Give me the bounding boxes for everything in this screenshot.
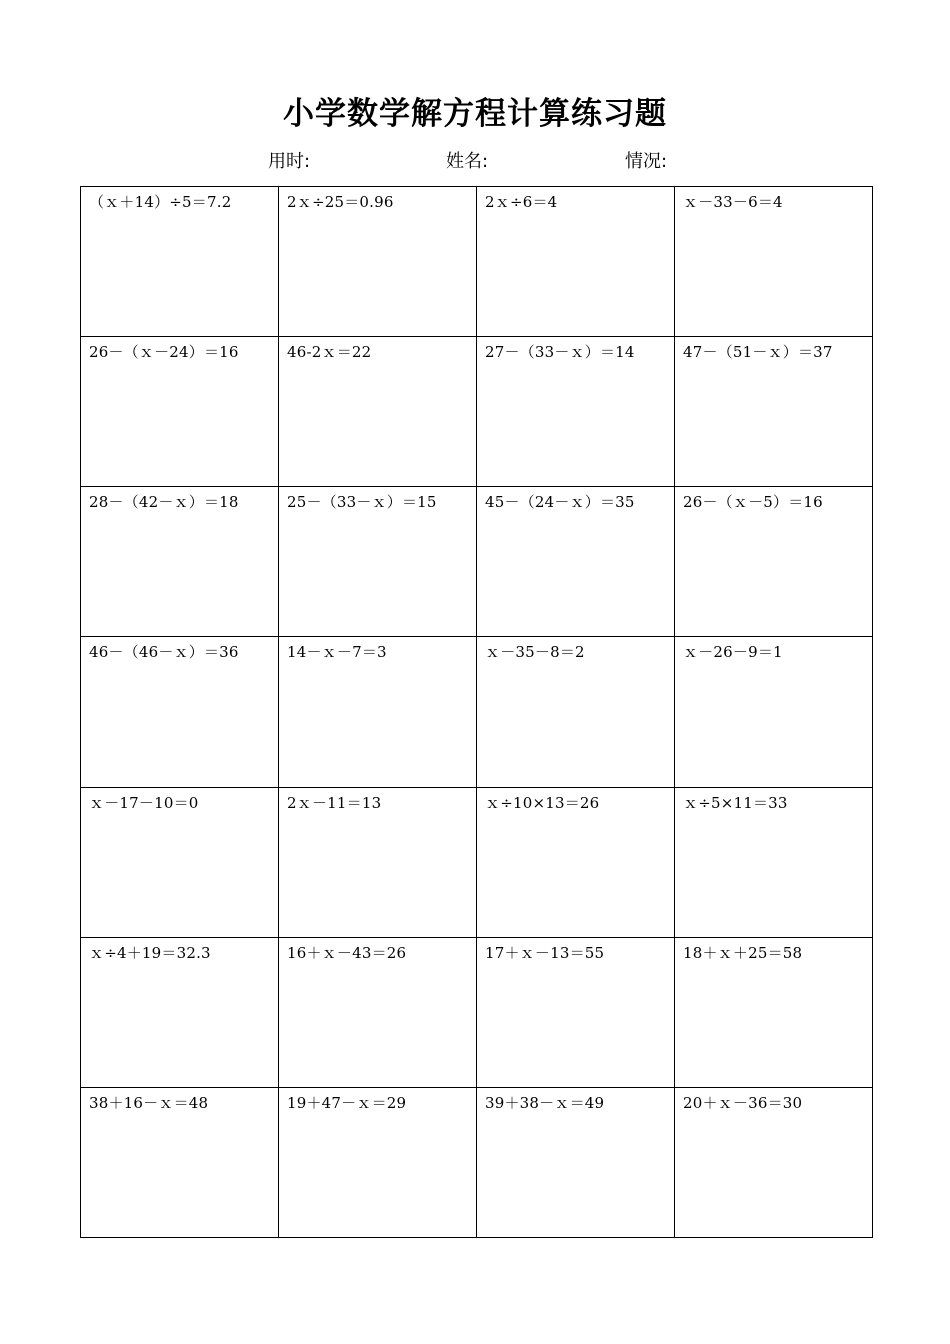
- equation-text: 26－（ｘ－24）＝16: [89, 343, 239, 362]
- problem-row: [81, 337, 873, 487]
- problem-cell: [477, 487, 675, 637]
- equation-text: ｘ－33－6＝4: [683, 193, 783, 211]
- equation-text: 18＋ｘ＋25＝58: [683, 943, 803, 962]
- equation-text: ｘ－26－9＝1: [683, 643, 783, 662]
- equation-text: 45－（24－ｘ）＝35: [485, 493, 635, 512]
- equation-text: ｘ÷5×11＝33: [683, 793, 788, 812]
- problem-cell: [675, 337, 873, 487]
- problem-cell: [477, 637, 675, 787]
- problem-cell: [81, 1087, 279, 1237]
- problem-cell: [675, 487, 873, 637]
- equation-text: 26－（ｘ－5）＝16: [683, 493, 823, 512]
- equation-text: 46-2ｘ＝22: [287, 343, 372, 362]
- problem-cell: [81, 787, 279, 937]
- problem-cell: [279, 637, 477, 787]
- problem-row: [81, 637, 873, 787]
- equation-text: 17＋ｘ－13＝55: [485, 943, 605, 962]
- name-label: 姓名:: [446, 151, 489, 172]
- equation-text: ｘ－17－10＝0: [89, 793, 199, 812]
- problem-cell: [279, 487, 477, 637]
- problem-row: [81, 487, 873, 637]
- equation-text: 39＋38－ｘ＝49: [485, 1093, 605, 1112]
- status-label: 情况:: [625, 151, 668, 172]
- problem-cell: [81, 937, 279, 1087]
- problem-cell: [477, 1087, 675, 1237]
- equation-text: （ｘ＋14）÷5＝7.2: [89, 193, 232, 211]
- equation-text: ｘ÷10×13＝26: [485, 793, 600, 812]
- equation-text: ｘ÷4＋19＝32.3: [89, 943, 211, 962]
- problem-row: [81, 187, 873, 337]
- equation-text: 19＋47－ｘ＝29: [287, 1093, 407, 1112]
- problem-cell: [279, 787, 477, 937]
- problem-cell: [81, 337, 279, 487]
- problem-cell: [477, 337, 675, 487]
- equation-text: 16＋ｘ－43＝26: [287, 943, 407, 962]
- equation-text: 25－（33－ｘ）＝15: [287, 493, 437, 512]
- problem-cell: [477, 937, 675, 1087]
- equation-text: 28－（42－ｘ）＝18: [89, 493, 239, 512]
- problem-cell: [675, 787, 873, 937]
- problem-cell: [477, 187, 675, 337]
- equation-text: 2ｘ÷6＝4: [485, 193, 558, 211]
- problem-row: [81, 1087, 873, 1237]
- equation-text: 2ｘ÷25＝0.96: [287, 193, 394, 211]
- problem-cell: [81, 637, 279, 787]
- problem-grid: [80, 186, 873, 1238]
- problem-cell: [81, 487, 279, 637]
- equation-text: ｘ－35－8＝2: [485, 643, 585, 662]
- problem-cell: [279, 937, 477, 1087]
- problem-cell: [675, 1087, 873, 1237]
- time-label: 用时:: [268, 151, 311, 172]
- equation-text: 20＋ｘ－36＝30: [683, 1093, 803, 1112]
- problem-cell: [675, 637, 873, 787]
- problem-cell: [81, 187, 279, 337]
- problem-cell: [279, 337, 477, 487]
- problem-row: [81, 787, 873, 937]
- problem-cell: [675, 187, 873, 337]
- equation-text: 47－（51－ｘ）＝37: [683, 343, 833, 362]
- problem-cell: [279, 1087, 477, 1237]
- page-title: 小学数学解方程计算练习题: [283, 96, 667, 132]
- equation-text: 38＋16－ｘ＝48: [89, 1093, 209, 1112]
- equation-text: 14－ｘ－7＝3: [287, 643, 387, 662]
- equation-text: 2ｘ－11＝13: [287, 793, 382, 812]
- equation-text: 46－（46－ｘ）＝36: [89, 643, 239, 662]
- equation-text: 27－（33－ｘ）＝14: [485, 343, 635, 362]
- problem-cell: [279, 187, 477, 337]
- problem-cell: [675, 937, 873, 1087]
- problem-cell: [477, 787, 675, 937]
- problem-row: [81, 937, 873, 1087]
